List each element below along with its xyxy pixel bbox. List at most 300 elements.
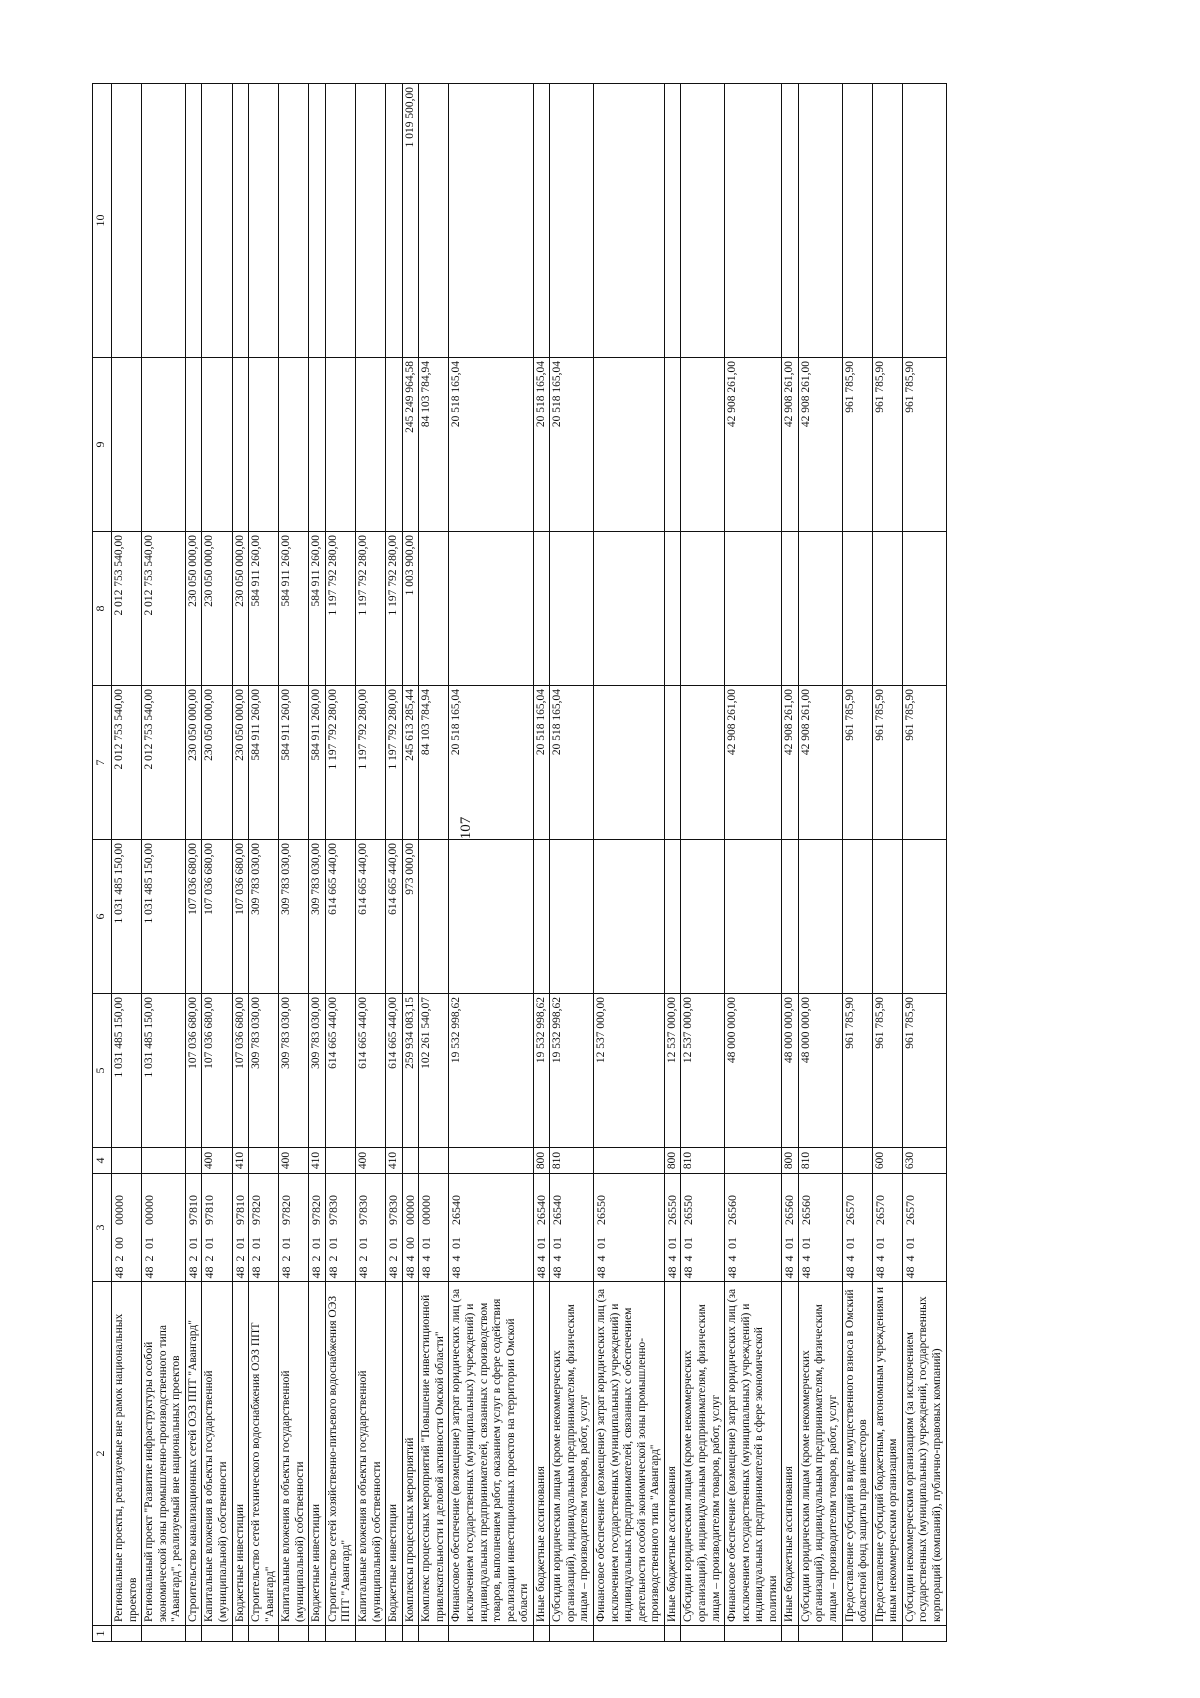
code-part-c3: 01 (664, 1237, 679, 1249)
table-row (402, 84, 419, 1642)
row-name: Иные бюджетные ассигнования (782, 1282, 799, 1626)
blank-cell (356, 1626, 386, 1642)
row-value-v5: 19 532 998,62 (449, 994, 533, 1148)
header-cell: 5 (93, 994, 112, 1148)
header-cell: 1 (93, 1626, 112, 1642)
row-value-v6 (550, 840, 594, 994)
budget-table (92, 83, 947, 1642)
blank-cell (782, 1626, 799, 1642)
row-value-v7: 961 785,90 (902, 686, 946, 840)
code-part-c3: 01 (681, 1237, 696, 1249)
table-row (594, 84, 665, 1642)
table-row (842, 84, 872, 1642)
code-part-c1: 48 (681, 1266, 696, 1279)
row-value-v8 (419, 532, 449, 686)
row-value-v7: 584 911 260,00 (309, 686, 326, 840)
code-part-c1: 48 (594, 1266, 608, 1279)
row-code (594, 1174, 665, 1282)
table-row (356, 84, 386, 1642)
table-row (386, 84, 403, 1642)
row-value-v5: 107 036 680,00 (232, 994, 249, 1148)
code-part-c4: 97820 (279, 1195, 294, 1225)
row-kvr (185, 1148, 202, 1174)
table-row (185, 84, 202, 1642)
row-value-v10 (449, 84, 533, 358)
row-kvr: 810 (550, 1148, 594, 1174)
code-part-c2: 2 (386, 1255, 401, 1262)
code-part-c2: 2 (185, 1255, 200, 1262)
row-value-v10 (112, 84, 142, 358)
row-value-v9: 961 785,90 (872, 358, 902, 532)
row-value-v8 (681, 532, 725, 686)
code-part-c2: 2 (325, 1255, 340, 1262)
row-value-v5: 12 537 000,00 (664, 994, 681, 1148)
code-part-c4: 26560 (798, 1195, 813, 1225)
header-cell: 8 (93, 532, 112, 686)
code-part-c4: 26570 (902, 1195, 917, 1225)
code-part-c2: 4 (902, 1255, 917, 1262)
row-kvr (449, 1148, 533, 1174)
code-part-c3: 01 (232, 1237, 247, 1249)
row-value-v5: 961 785,90 (842, 994, 872, 1148)
row-value-v5: 309 783 030,00 (279, 994, 309, 1148)
row-value-v7: 1 197 792 280,00 (356, 686, 386, 840)
row-value-v5: 19 532 998,62 (533, 994, 550, 1148)
row-kvr (142, 1148, 186, 1174)
table-row (449, 84, 533, 1642)
code-part-c3: 01 (202, 1237, 217, 1249)
row-name: Бюджетные инвестиции (309, 1282, 326, 1626)
row-kvr: 800 (533, 1148, 550, 1174)
row-name: Капитальные вложения в объекты государственной (муниципальной) собственности (279, 1282, 309, 1626)
row-value-v7: 20 518 165,04 (550, 686, 594, 840)
code-part-c1: 48 (725, 1266, 740, 1279)
row-value-v9: 20 518 165,04 (449, 358, 533, 532)
row-code (249, 1174, 279, 1282)
header-cell: 7 (93, 686, 112, 840)
code-part-c1: 48 (419, 1266, 434, 1279)
row-value-v8 (798, 532, 842, 686)
code-part-c1: 48 (664, 1266, 679, 1279)
table-row (279, 84, 309, 1642)
row-value-v7: 1 197 792 280,00 (386, 686, 403, 840)
row-value-v5: 614 665 440,00 (356, 994, 386, 1148)
table-row (902, 84, 946, 1642)
row-kvr: 810 (681, 1148, 725, 1174)
row-value-v8 (782, 532, 799, 686)
row-value-v5: 259 934 083,15 (402, 994, 419, 1148)
blank-cell (550, 1626, 594, 1642)
row-kvr (325, 1148, 355, 1174)
row-value-v10 (725, 84, 782, 358)
code-part-c2: 2 (202, 1255, 217, 1262)
code-part-c3: 01 (842, 1237, 857, 1249)
row-value-v5: 12 537 000,00 (594, 994, 665, 1148)
row-value-v6: 309 783 030,00 (249, 840, 279, 994)
row-code (725, 1174, 782, 1282)
row-value-v8 (842, 532, 872, 686)
code-part-c3: 01 (594, 1237, 608, 1249)
row-name: Региональный проект "Развитие инфраструктуры особой экономической зоны промышленно-производственного типа "Авангард", реализуемый вне национальных проектов (142, 1282, 186, 1626)
code-part-c1: 48 (249, 1266, 264, 1279)
code-part-c3: 00 (112, 1237, 126, 1249)
row-value-v6 (725, 840, 782, 994)
header-cell: 2 (93, 1282, 112, 1626)
code-part-c4: 00000 (419, 1195, 434, 1225)
row-kvr: 600 (872, 1148, 902, 1174)
table-row (550, 84, 594, 1642)
code-part-c2: 2 (356, 1255, 370, 1262)
row-value-v9: 42 908 261,00 (782, 358, 799, 532)
row-value-v7: 245 613 285,44 (402, 686, 419, 840)
row-name: Комплекс процессных мероприятий "Повышение инвестиционной привлекательности и деловой активности Омской области" (419, 1282, 449, 1626)
row-value-v9 (664, 358, 681, 532)
code-part-c1: 48 (782, 1266, 797, 1279)
table-row (249, 84, 279, 1642)
code-part-c1: 48 (325, 1266, 340, 1279)
row-value-v6: 973 000,00 (402, 840, 419, 994)
table-row (798, 84, 842, 1642)
row-value-v6 (449, 840, 533, 994)
row-value-v9 (202, 358, 232, 532)
code-part-c4: 26570 (842, 1195, 857, 1225)
code-part-c3: 01 (872, 1237, 887, 1249)
table-row (202, 84, 232, 1642)
code-part-c3: 01 (309, 1237, 324, 1249)
code-part-c4: 00000 (112, 1195, 126, 1225)
row-kvr (419, 1148, 449, 1174)
row-value-v5: 48 000 000,00 (798, 994, 842, 1148)
row-value-v10 (279, 84, 309, 358)
code-part-c4: 97830 (386, 1195, 401, 1225)
row-value-v9: 961 785,90 (902, 358, 946, 532)
row-value-v8: 1 197 792 280,00 (356, 532, 386, 686)
blank-cell (325, 1626, 355, 1642)
row-value-v7: 2 012 753 540,00 (112, 686, 142, 840)
row-value-v6 (798, 840, 842, 994)
row-value-v8: 1 197 792 280,00 (325, 532, 355, 686)
row-value-v9 (594, 358, 665, 532)
row-value-v8 (533, 532, 550, 686)
row-value-v10 (142, 84, 186, 358)
row-value-v10 (185, 84, 202, 358)
row-value-v8: 584 911 260,00 (309, 532, 326, 686)
row-value-v6: 614 665 440,00 (386, 840, 403, 994)
row-value-v10 (782, 84, 799, 358)
code-part-c1: 48 (309, 1266, 324, 1279)
blank-cell (594, 1626, 665, 1642)
row-value-v6 (902, 840, 946, 994)
row-kvr (249, 1148, 279, 1174)
row-value-v5: 614 665 440,00 (386, 994, 403, 1148)
row-name: Предоставление субсидий бюджетным, автономным учреждениям и иным некоммерческим организациям (872, 1282, 902, 1626)
row-value-v7: 961 785,90 (842, 686, 872, 840)
code-part-c2: 4 (872, 1255, 887, 1262)
row-value-v5: 614 665 440,00 (325, 994, 355, 1148)
row-name: Финансовое обеспечение (возмещение) затрат юридических лиц (за исключением государственных (муниципальных) учреждений) и индивидуальных предпринимателей, связанных с производством товаров, выполнением работ, оказанием услуг в сфере содействия реализации инвестиционных проектов на территории Омской области (449, 1282, 533, 1626)
code-part-c2: 4 (419, 1255, 434, 1262)
row-value-v5: 102 261 540,07 (419, 994, 449, 1148)
row-value-v8 (872, 532, 902, 686)
code-part-c4: 97830 (325, 1195, 340, 1225)
header-cell: 3 (93, 1174, 112, 1282)
row-value-v7: 2 012 753 540,00 (142, 686, 186, 840)
row-name: Строительство канализационных сетей ОЭЗ ППТ "Авангард" (185, 1282, 202, 1626)
row-value-v10 (249, 84, 279, 358)
row-value-v6: 614 665 440,00 (325, 840, 355, 994)
row-value-v10: 1 019 500,00 (402, 84, 419, 358)
code-part-c2: 2 (232, 1255, 247, 1262)
code-part-c3: 00 (402, 1237, 417, 1249)
code-part-c4: 97830 (356, 1195, 370, 1225)
row-code (202, 1174, 232, 1282)
row-name: Бюджетные инвестиции (232, 1282, 249, 1626)
code-part-c4: 26560 (782, 1195, 797, 1225)
code-part-c1: 48 (533, 1266, 548, 1279)
row-kvr: 630 (902, 1148, 946, 1174)
row-value-v8: 230 050 000,00 (232, 532, 249, 686)
table-row (419, 84, 449, 1642)
row-value-v9 (185, 358, 202, 532)
code-part-c4: 97820 (249, 1195, 264, 1225)
code-part-c2: 2 (112, 1255, 126, 1262)
code-part-c4: 97810 (202, 1195, 217, 1225)
blank-cell (185, 1626, 202, 1642)
code-part-c3: 01 (325, 1237, 340, 1249)
row-value-v9: 42 908 261,00 (798, 358, 842, 532)
row-kvr: 400 (356, 1148, 386, 1174)
row-value-v7: 584 911 260,00 (249, 686, 279, 840)
table-row (533, 84, 550, 1642)
table-row (232, 84, 249, 1642)
row-code (798, 1174, 842, 1282)
row-code (232, 1174, 249, 1282)
code-part-c1: 48 (185, 1266, 200, 1279)
blank-cell (112, 1626, 142, 1642)
blank-cell (232, 1626, 249, 1642)
row-value-v8: 1 003 900,00 (402, 532, 419, 686)
code-part-c3: 01 (356, 1237, 370, 1249)
row-value-v5: 309 783 030,00 (309, 994, 326, 1148)
row-value-v9: 961 785,90 (842, 358, 872, 532)
table-row (664, 84, 681, 1642)
row-value-v7 (681, 686, 725, 840)
code-part-c1: 48 (842, 1266, 857, 1279)
table-row (725, 84, 782, 1642)
row-value-v6: 1 031 485 150,00 (142, 840, 186, 994)
blank-cell (872, 1626, 902, 1642)
row-name: Предоставление субсидий в виде имущественного взноса в Омский областной фонд защиты прав инвесторов (842, 1282, 872, 1626)
row-code (279, 1174, 309, 1282)
code-part-c3: 01 (249, 1237, 264, 1249)
header-cell: 4 (93, 1148, 112, 1174)
row-value-v6: 309 783 030,00 (309, 840, 326, 994)
blank-cell (725, 1626, 782, 1642)
row-value-v6 (872, 840, 902, 994)
page-number: 107 (458, 816, 474, 840)
row-value-v6: 614 665 440,00 (356, 840, 386, 994)
code-part-c3: 01 (725, 1237, 740, 1249)
row-value-v6 (782, 840, 799, 994)
row-value-v9 (142, 358, 186, 532)
code-part-c4: 26570 (872, 1195, 887, 1225)
row-value-v5: 107 036 680,00 (185, 994, 202, 1148)
row-value-v6 (842, 840, 872, 994)
row-value-v7: 1 197 792 280,00 (325, 686, 355, 840)
row-name: Субсидии юридическим лицам (кроме некоммерческих организаций), индивидуальным предпринимателям, физическим лицам – производителям товаров, работ, услуг (798, 1282, 842, 1626)
row-value-v10 (232, 84, 249, 358)
row-value-v5: 961 785,90 (902, 994, 946, 1148)
row-value-v6: 107 036 680,00 (185, 840, 202, 994)
code-part-c2: 4 (842, 1255, 857, 1262)
code-part-c3: 01 (449, 1237, 464, 1249)
header-cell: 9 (93, 358, 112, 532)
code-part-c3: 01 (185, 1237, 200, 1249)
row-value-v6 (533, 840, 550, 994)
code-part-c3: 01 (798, 1237, 813, 1249)
row-value-v10 (309, 84, 326, 358)
row-value-v8 (664, 532, 681, 686)
row-value-v8 (902, 532, 946, 686)
row-name: Финансовое обеспечение (возмещение) затрат юридических лиц (за исключением государственных (муниципальных) учреждений) и индивидуальных предпринимателей, связанных с обеспечением деятельности особой экономической зоны промышленно-производственного типа "Авангард" (594, 1282, 665, 1626)
code-part-c2: 4 (594, 1255, 608, 1262)
row-kvr: 400 (202, 1148, 232, 1174)
code-part-c3: 01 (533, 1237, 548, 1249)
row-value-v5: 107 036 680,00 (202, 994, 232, 1148)
blank-cell (202, 1626, 232, 1642)
row-name: Строительство сетей хозяйственно-питьевого водоснабжения ОЭЗ ППТ "Авангард" (325, 1282, 355, 1626)
row-value-v7: 230 050 000,00 (185, 686, 202, 840)
row-value-v9 (325, 358, 355, 532)
row-kvr: 800 (782, 1148, 799, 1174)
code-part-c1: 48 (232, 1266, 247, 1279)
row-value-v7: 230 050 000,00 (202, 686, 232, 840)
row-kvr: 410 (386, 1148, 403, 1174)
row-value-v10 (842, 84, 872, 358)
row-code (902, 1174, 946, 1282)
row-code (142, 1174, 186, 1282)
code-part-c1: 48 (279, 1266, 294, 1279)
row-value-v9: 42 908 261,00 (725, 358, 782, 532)
row-code (664, 1174, 681, 1282)
row-value-v5: 961 785,90 (872, 994, 902, 1148)
row-value-v10 (325, 84, 355, 358)
code-part-c4: 26540 (449, 1195, 464, 1225)
row-kvr: 410 (232, 1148, 249, 1174)
row-value-v6: 1 031 485 150,00 (112, 840, 142, 994)
row-value-v8: 2 012 753 540,00 (142, 532, 186, 686)
row-value-v7: 20 518 165,04 (449, 686, 533, 840)
row-kvr (842, 1148, 872, 1174)
row-value-v5: 12 537 000,00 (681, 994, 725, 1148)
rotated-page (92, 84, 1122, 1642)
blank-cell (279, 1626, 309, 1642)
row-code (325, 1174, 355, 1282)
code-part-c2: 4 (533, 1255, 548, 1262)
row-kvr (594, 1148, 665, 1174)
row-value-v6: 107 036 680,00 (232, 840, 249, 994)
row-code (872, 1174, 902, 1282)
row-value-v8 (725, 532, 782, 686)
code-part-c2: 2 (249, 1255, 264, 1262)
row-name: Субсидии юридическим лицам (кроме некоммерческих организаций), индивидуальным предпринимателям, физическим лицам – производителям товаров, работ, услуг (550, 1282, 594, 1626)
row-value-v8: 584 911 260,00 (279, 532, 309, 686)
row-code (112, 1174, 142, 1282)
row-value-v6 (664, 840, 681, 994)
code-part-c3: 01 (550, 1237, 565, 1249)
blank-cell (902, 1626, 946, 1642)
row-name: Комплексы процессных мероприятий (402, 1282, 419, 1626)
code-part-c4: 00000 (142, 1195, 157, 1225)
row-value-v7: 20 518 165,04 (533, 686, 550, 840)
code-part-c1: 48 (872, 1266, 887, 1279)
row-value-v5: 309 783 030,00 (249, 994, 279, 1148)
row-kvr: 810 (798, 1148, 842, 1174)
row-code (402, 1174, 419, 1282)
blank-cell (664, 1626, 681, 1642)
row-code (386, 1174, 403, 1282)
code-part-c2: 4 (449, 1255, 464, 1262)
row-name: Финансовое обеспечение (возмещение) затрат юридических лиц (за исключением государственных (муниципальных) учреждений) и индивидуальных предпринимателей в сфере экономической политики (725, 1282, 782, 1626)
code-part-c2: 4 (402, 1255, 417, 1262)
row-kvr (725, 1148, 782, 1174)
table-header-row (93, 84, 112, 1642)
blank-cell (142, 1626, 186, 1642)
row-value-v9 (681, 358, 725, 532)
row-value-v10 (681, 84, 725, 358)
row-code (309, 1174, 326, 1282)
row-kvr: 400 (279, 1148, 309, 1174)
row-value-v9 (309, 358, 326, 532)
row-value-v8 (550, 532, 594, 686)
row-value-v5: 19 532 998,62 (550, 994, 594, 1148)
row-code (533, 1174, 550, 1282)
code-part-c1: 48 (402, 1266, 417, 1279)
row-code (681, 1174, 725, 1282)
code-part-c4: 26540 (550, 1195, 565, 1225)
row-value-v5: 48 000 000,00 (782, 994, 799, 1148)
row-kvr (402, 1148, 419, 1174)
blank-cell (386, 1626, 403, 1642)
code-part-c3: 01 (142, 1237, 157, 1249)
blank-cell (681, 1626, 725, 1642)
row-value-v7: 584 911 260,00 (279, 686, 309, 840)
header-cell: 10 (93, 84, 112, 358)
table-row (681, 84, 725, 1642)
row-value-v9 (249, 358, 279, 532)
row-value-v10 (386, 84, 403, 358)
row-value-v7 (594, 686, 665, 840)
row-value-v9 (356, 358, 386, 532)
row-name: Строительство сетей технического водоснабжения ОЭЗ ППТ "Авангард" (249, 1282, 279, 1626)
code-part-c3: 01 (419, 1237, 434, 1249)
header-cell: 6 (93, 840, 112, 994)
code-part-c2: 4 (725, 1255, 740, 1262)
row-code (842, 1174, 872, 1282)
row-value-v9: 20 518 165,04 (550, 358, 594, 532)
code-part-c4: 26560 (725, 1195, 740, 1225)
row-kvr: 800 (664, 1148, 681, 1174)
code-part-c4: 26550 (681, 1195, 696, 1225)
code-part-c2: 4 (798, 1255, 813, 1262)
code-part-c2: 2 (142, 1255, 157, 1262)
row-value-v8: 2 012 753 540,00 (112, 532, 142, 686)
row-value-v10 (594, 84, 665, 358)
row-value-v7: 961 785,90 (872, 686, 902, 840)
row-kvr: 410 (309, 1148, 326, 1174)
row-code (449, 1174, 533, 1282)
row-value-v9: 84 103 784,94 (419, 358, 449, 532)
